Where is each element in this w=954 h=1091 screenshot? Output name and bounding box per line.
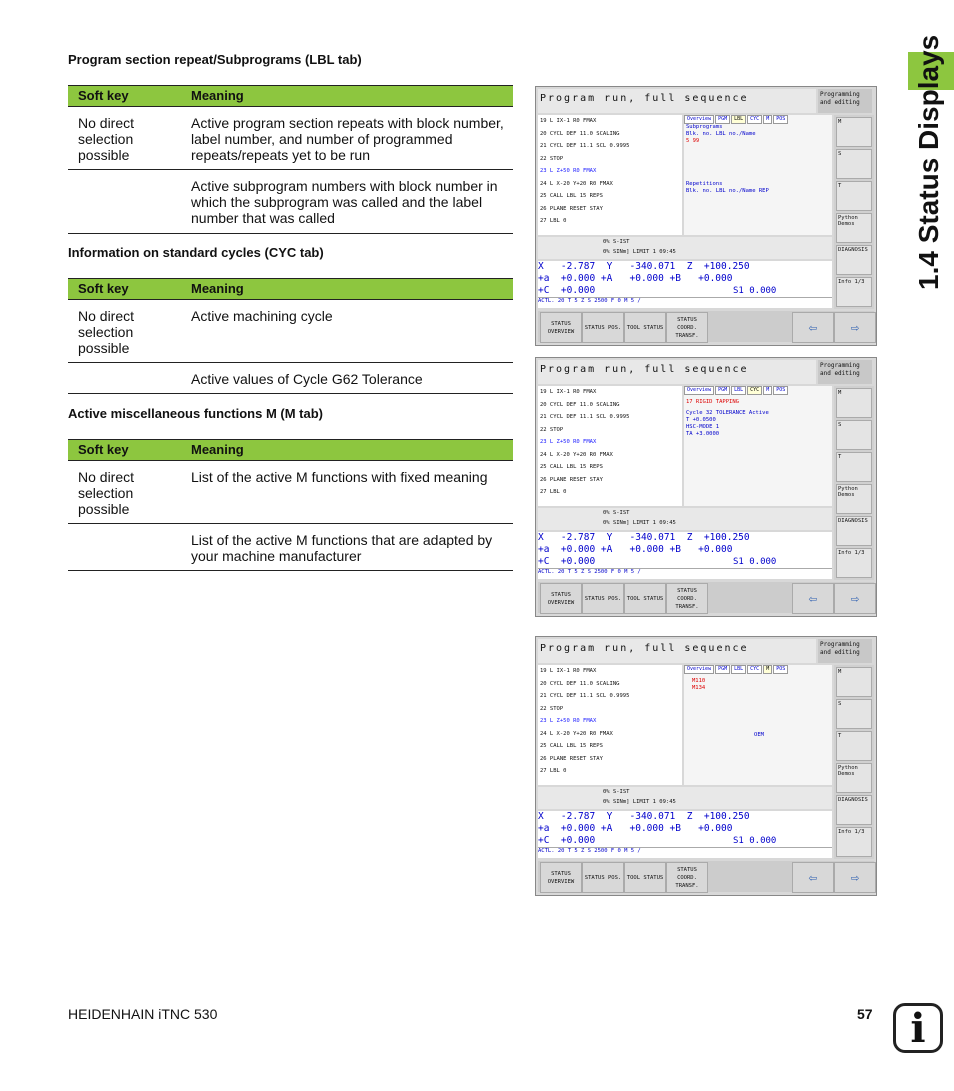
actl-row: ACTL. 20 T 5 Z S 2500 F 0 M 5 / S1 0.000 [538, 847, 832, 858]
softkey-arrow-left-icon[interactable]: ⇦ [792, 583, 834, 614]
softkey-bar: STATUS OVERVIEW STATUS POS. TOOL STATUS STATUS COORD. TRANSF. ⇦ ⇨ [538, 582, 874, 613]
table-header: Soft key Meaning [68, 85, 513, 107]
tnc-screenshot-lbl [535, 86, 877, 346]
mode-indicator[interactable]: Programming and editing [818, 360, 872, 384]
section-heading-cyc: Information on standard cycles (CYC tab) [68, 245, 324, 260]
position-display: X -2.787 Y -340.071 Z +100.250 +a +0.000 +A +0.000 +B +0.000 +C +0.000 [538, 532, 832, 568]
screen-title: Program run, full sequence [538, 360, 816, 384]
table-header: Soft key Meaning [68, 278, 513, 300]
table-row: List of the active M functions that are adapted by your machine manufacturer [68, 524, 513, 571]
side-softkeys: M S T Python Demos DIAGNOSIS Info 1/3 [834, 115, 874, 309]
status-tabs: Overview PGM LBL CYC M POS [684, 386, 832, 395]
softkey-arrow-right-icon[interactable]: ⇨ [834, 312, 876, 343]
table-row: No direct selection possible Active program section repeats with block number, label number, and number of programmed repeats/repeats yet to be run [68, 107, 513, 170]
mode-indicator[interactable]: Programming and editing [818, 89, 872, 113]
softkey-arrow-right-icon[interactable]: ⇨ [834, 862, 876, 893]
status-panel: Overview PGM LBL CYC M POS 17 RIGID TAPPING Cycle 32 TOLERANCE Active T +0.0500 HSC-MODE 1 TA +3.0000 [684, 386, 832, 506]
footer-manual-name: HEIDENHAIN iTNC 530 [68, 1006, 218, 1022]
actl-row: ACTL. 20 T 5 Z S 2500 F 0 M 5 / S1 0.000 [538, 297, 832, 308]
screen-title: Program run, full sequence [538, 89, 816, 113]
table-lbl [68, 85, 513, 234]
table-row: No direct selection possible Active machining cycle [68, 300, 513, 363]
section-heading-lbl: Program section repeat/Subprograms (LBL tab) [68, 52, 362, 67]
screen-title: Program run, full sequence [538, 639, 816, 663]
status-tabs: Overview PGM LBL CYC M POS [684, 665, 832, 674]
spindle-status: 0% S-IST 0% SINm] LIMIT 1 09:45 [538, 237, 832, 259]
table-row: Active subprogram numbers with block number in which the subprogram was called and the label number that was called [68, 170, 513, 234]
side-softkeys: M S T Python Demos DIAGNOSIS Info 1/3 [834, 665, 874, 859]
softkey-arrow-left-icon[interactable]: ⇦ [792, 862, 834, 893]
info-icon: i [893, 1003, 943, 1053]
table-cyc [68, 278, 513, 394]
spindle-status: 0% S-IST 0% SINm] LIMIT 1 09:45 [538, 787, 832, 809]
table-header: Soft key Meaning [68, 439, 513, 461]
softkey-arrow-left-icon[interactable]: ⇦ [792, 312, 834, 343]
chapter-title-vertical: 1.4 Status Displays [913, 34, 944, 290]
softkey-bar: STATUS OVERVIEW STATUS POS. TOOL STATUS STATUS COORD. TRANSF. ⇦ ⇨ [538, 311, 874, 342]
softkey-arrow-right-icon[interactable]: ⇨ [834, 583, 876, 614]
side-softkeys: M S T Python Demos DIAGNOSIS Info 1/3 [834, 386, 874, 580]
status-panel: Overview PGM LBL CYC M POS Subprograms Blk. no. LBL no./Name 5 99 Repetitions Blk. no. LBL no./Name REP [684, 115, 832, 235]
spindle-status: 0% S-IST 0% SINm] LIMIT 1 09:45 [538, 508, 832, 530]
position-display: X -2.787 Y -340.071 Z +100.250 +a +0.000 +A +0.000 +B +0.000 +C +0.000 [538, 811, 832, 847]
program-listing: 19 L IX-1 R0 FMAX 20 CYCL DEF 11.0 SCALING 21 CYCL DEF 11.1 SCL 0.9995 22 STOP 23 L Z+50 R0 FMAX 24 L X-20 Y+20 R0 FMAX 25 CALL LBL 15 REPS 26 PLANE RESET STAY 27 LBL 0 [538, 665, 682, 785]
program-listing: 19 L IX-1 R0 FMAX 20 CYCL DEF 11.0 SCALING 21 CYCL DEF 11.1 SCL 0.9995 22 STOP 23 L Z+50 R0 FMAX 24 L X-20 Y+20 R0 FMAX 25 CALL LBL 15 REPS 26 PLANE RESET STAY 27 LBL 0 [538, 115, 682, 235]
table-m [68, 439, 513, 571]
tnc-screenshot-m [535, 636, 877, 896]
table-row: Active values of Cycle G62 Tolerance [68, 363, 513, 394]
page-number: 57 [857, 1006, 873, 1022]
section-heading-m: Active miscellaneous functions M (M tab) [68, 406, 323, 421]
actl-row: ACTL. 20 T 5 Z S 2500 F 0 M 5 / S1 0.000 [538, 568, 832, 579]
program-listing: 19 L IX-1 R0 FMAX 20 CYCL DEF 11.0 SCALING 21 CYCL DEF 11.1 SCL 0.9995 22 STOP 23 L Z+50 R0 FMAX 24 L X-20 Y+20 R0 FMAX 25 CALL LBL 15 REPS 26 PLANE RESET STAY 27 LBL 0 [538, 386, 682, 506]
status-tabs: Overview PGM LBL CYC M POS [684, 115, 832, 124]
status-panel: Overview PGM LBL CYC M POS M110 M134 OEM [684, 665, 832, 785]
position-display: X -2.787 Y -340.071 Z +100.250 +a +0.000 +A +0.000 +B +0.000 +C +0.000 [538, 261, 832, 297]
table-row: No direct selection possible List of the active M functions with fixed meaning [68, 461, 513, 524]
mode-indicator[interactable]: Programming and editing [818, 639, 872, 663]
tnc-screenshot-cyc [535, 357, 877, 617]
softkey-bar: STATUS OVERVIEW STATUS POS. TOOL STATUS STATUS COORD. TRANSF. ⇦ ⇨ [538, 861, 874, 892]
